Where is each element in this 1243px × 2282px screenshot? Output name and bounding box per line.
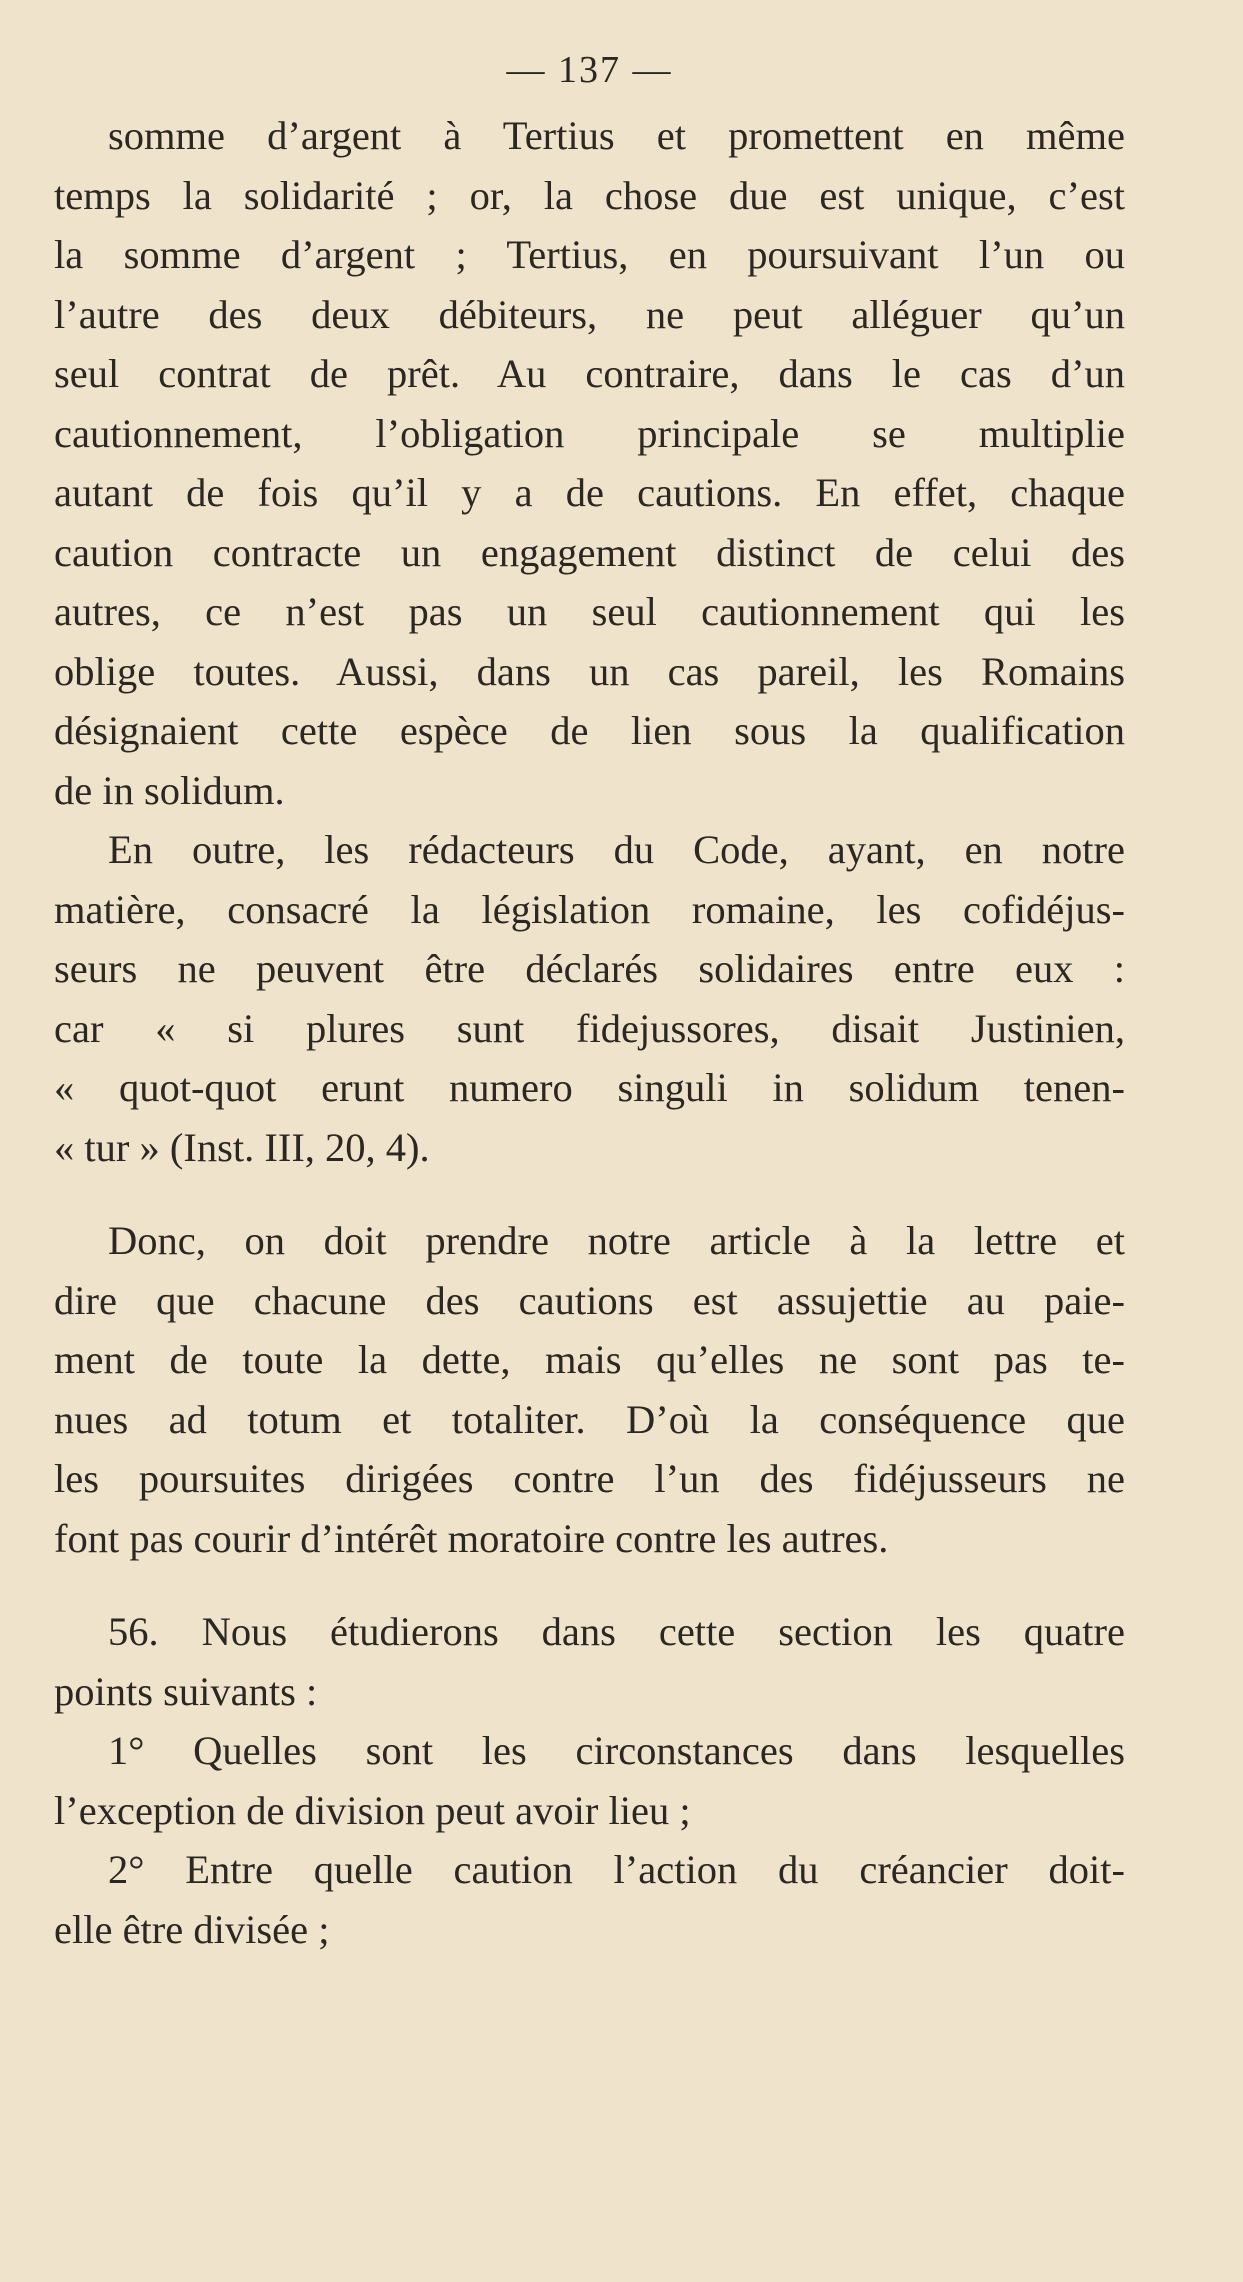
text-line: 1° Quelles sont les circonstances dans lesquelles bbox=[108, 1728, 1125, 1773]
text-line: caution contracte un engagement distinct de celui des bbox=[54, 529, 1125, 575]
paragraph-cofidejusseurs bbox=[54, 820, 1125, 1177]
text-line: ment de toute la dette, mais qu’elles ne sont pas te- bbox=[54, 1337, 1125, 1382]
paragraph-point-1 bbox=[54, 1721, 1125, 1840]
text-line: points suivants : bbox=[54, 1668, 318, 1714]
text-line: cautionnement, l’obligation principale se multiplie bbox=[54, 410, 1125, 456]
text-line: Donc, on doit prendre notre article à la lettre et bbox=[108, 1218, 1125, 1263]
text-line: la somme d’argent ; Tertius, en poursuivant l’un ou bbox=[54, 232, 1125, 277]
text-line: seul contrat de prêt. Au contraire, dans le cas d’un bbox=[54, 351, 1125, 396]
text-line: « quot-quot erunt numero singuli in solidum tenen- bbox=[54, 1065, 1125, 1110]
text-line: seurs ne peuvent être déclarés solidaires entre eux : bbox=[54, 946, 1125, 991]
text-line: 2° Entre quelle caution l’action du créancier doit- bbox=[108, 1847, 1125, 1892]
text-line: car « si plures sunt fidejussores, disait Justinien, bbox=[54, 1005, 1125, 1051]
page-number: — 137 — bbox=[506, 49, 673, 91]
text-line: autres, ce n’est pas un seul cautionnement qui les bbox=[54, 589, 1125, 634]
text-line: oblige toutes. Aussi, dans un cas pareil, les Romains bbox=[54, 648, 1125, 694]
paragraph-solidarity-vs-cautionnement bbox=[54, 106, 1125, 820]
paragraph-conclusion bbox=[54, 1211, 1125, 1568]
text-line: font pas courir d’intérêt moratoire contre les autres. bbox=[54, 1515, 889, 1561]
text-line: En outre, les rédacteurs du Code, ayant, en notre bbox=[108, 827, 1125, 872]
paragraph-spacer bbox=[54, 1568, 1125, 1602]
text-line: les poursuites dirigées contre l’un des fidéjusseurs ne bbox=[54, 1456, 1125, 1501]
text-line: de in solidum. bbox=[54, 767, 285, 813]
text-line: nues ad totum et totaliter. D’où la conséquence que bbox=[54, 1396, 1125, 1442]
text-line: l’autre des deux débiteurs, ne peut alléguer qu’un bbox=[54, 291, 1125, 337]
text-line: 56. Nous étudierons dans cette section les quatre bbox=[108, 1609, 1125, 1654]
text-line: somme d’argent à Tertius et promettent en même bbox=[108, 113, 1125, 158]
text-line: matière, consacré la législation romaine, les cofidéjus- bbox=[54, 886, 1125, 932]
text-line: temps la solidarité ; or, la chose due est unique, c’est bbox=[54, 172, 1125, 218]
text-line: elle être divisée ; bbox=[54, 1906, 330, 1952]
text-line: autant de fois qu’il y a de cautions. En effet, chaque bbox=[54, 470, 1125, 515]
text-line: désignaient cette espèce de lien sous la qualification bbox=[54, 708, 1125, 753]
paragraph-spacer bbox=[54, 1177, 1125, 1211]
text-line: l’exception de division peut avoir lieu ; bbox=[54, 1787, 691, 1833]
text-line: « tur » (Inst. III, 20, 4). bbox=[54, 1124, 430, 1170]
text-line: dire que chacune des cautions est assujettie au paie- bbox=[54, 1277, 1125, 1323]
paragraph-section-56 bbox=[54, 1602, 1125, 1721]
paragraph-point-2 bbox=[54, 1840, 1125, 1959]
